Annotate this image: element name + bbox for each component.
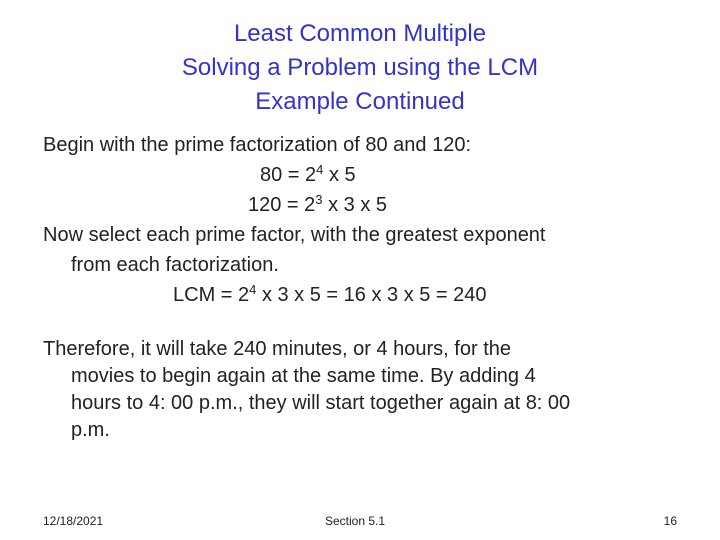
equation-lhs: 80 = 2: [260, 164, 317, 186]
exponent: 4: [316, 162, 324, 177]
intro-text: Begin with the prime factorization of 80 and 120:: [43, 134, 472, 156]
exponent: 4: [249, 282, 257, 297]
footer-page-number: 16: [663, 514, 677, 528]
select-text-line-1: Now select each prime factor, with the greatest exponent: [43, 224, 546, 246]
title-line-3: Example Continued: [255, 88, 465, 115]
conclusion-paragraph: [43, 336, 683, 444]
equation-rhs: x 3 x 5: [322, 194, 388, 216]
equation-lhs: LCM = 2: [173, 284, 250, 306]
title-line-1: Least Common Multiple: [233, 20, 487, 47]
equation-lhs: 120 = 2: [248, 194, 316, 216]
select-text-line-2: from each factorization.: [71, 254, 279, 276]
lcm-equation: [43, 280, 683, 310]
conclusion-line-3: hours to 4: 00 p.m., they will start together again at 8: 00: [71, 392, 571, 414]
conclusion-line-4: p.m.: [71, 419, 110, 441]
spacer: [43, 310, 683, 336]
title-line-2: Solving a Problem using the LCM: [181, 54, 539, 81]
slide-body: [43, 130, 683, 444]
footer-section: Section 5.1: [325, 514, 386, 528]
factorization-120: [43, 190, 683, 220]
equation-rhs: x 5: [323, 164, 356, 186]
conclusion-line-2: movies to begin again at the same time. By adding 4: [71, 365, 536, 387]
exponent: 3: [315, 192, 323, 207]
factorization-80: [43, 160, 683, 190]
conclusion-line-1: Therefore, it will take 240 minutes, or 4 hours, for the: [43, 338, 511, 360]
slide-title: [0, 17, 720, 119]
footer-date: 12/18/2021: [43, 514, 104, 528]
equation-rhs: x 3 x 5 = 16 x 3 x 5 = 240: [256, 284, 487, 306]
